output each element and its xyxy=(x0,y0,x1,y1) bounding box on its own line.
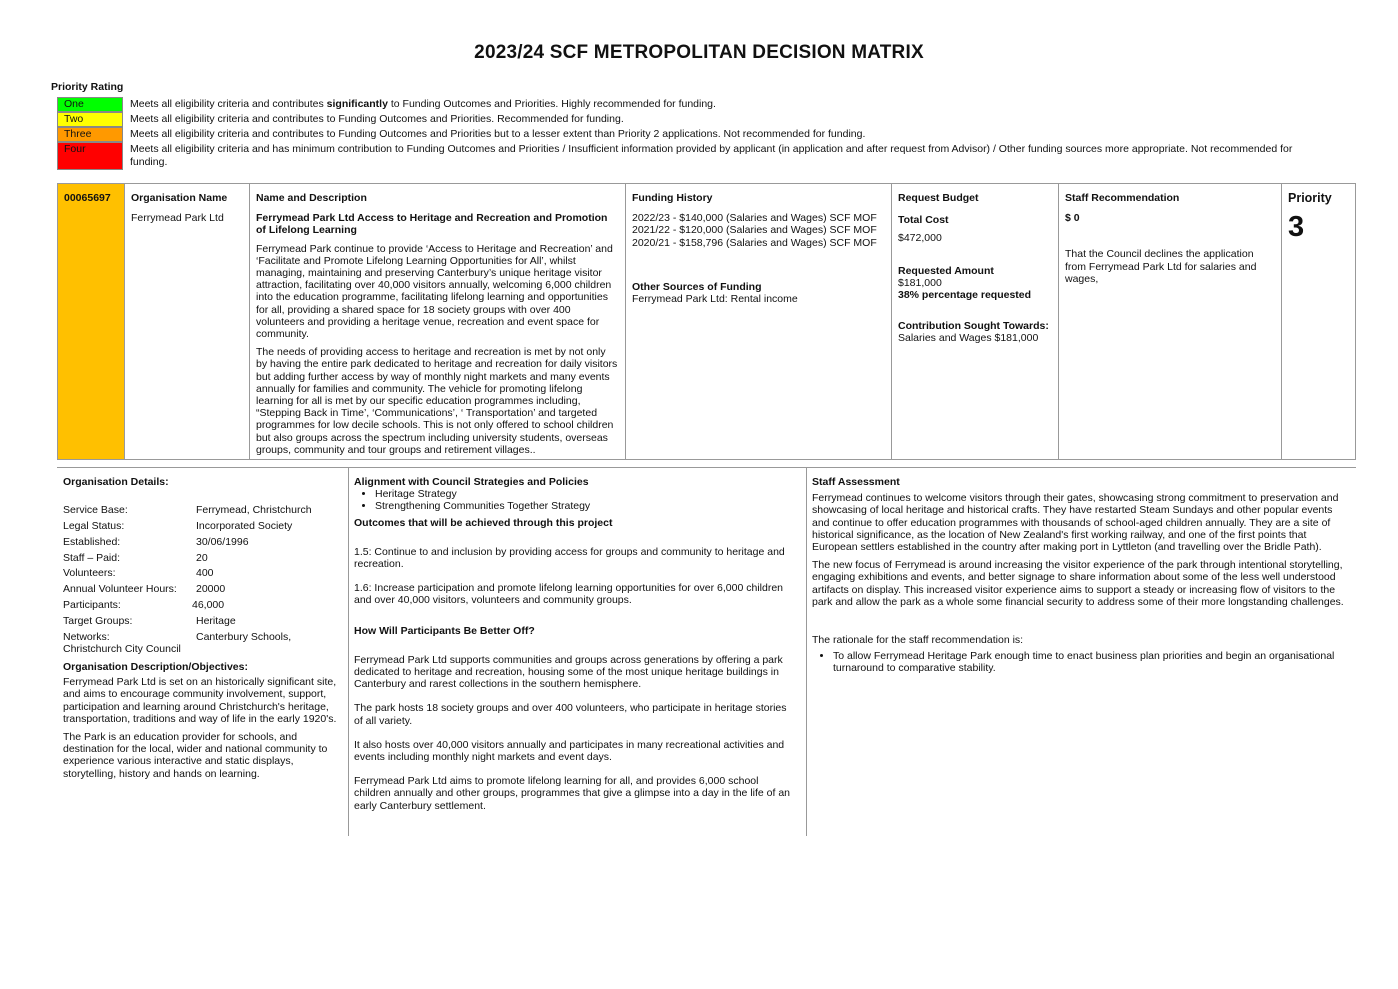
org-name-header: Organisation Name xyxy=(131,192,228,204)
recommendation-text: That the Council declines the application from Ferrymead Park Ltd for salaries and wages, xyxy=(1065,248,1257,285)
project-description-1: Ferrymead Park continue to provide ‘Access to Heritage and Recreation’ and ‘Facilitate and Promote Lifelong Learning Opportunities for All’, whilst managing, maintaining and preserving Canterbury’s unique heritage visitor attraction, facilitating over 40,000 visitors annually, welcoming 6,000 children into the education programme, facilitating lifelong learning and opportunities for all, providing a shared space for 18 society groups with over 400 volunteers and providing a heritage venue, recreation and event space for community. xyxy=(256,242,613,341)
name-description-header: Name and Description xyxy=(256,192,367,204)
org-detail-row xyxy=(63,599,343,611)
org-details-heading: Organisation Details: xyxy=(63,476,169,488)
recommended-amount: $ 0 xyxy=(1065,212,1080,225)
networks-continued: Christchurch City Council xyxy=(63,642,181,655)
org-detail-key: Legal Status: xyxy=(63,520,125,532)
org-detail-value: Ferrymead, Christchurch xyxy=(196,504,312,517)
org-detail-key: Service Base: xyxy=(63,504,128,517)
strategy-list xyxy=(354,488,798,512)
request-budget-header: Request Budget xyxy=(898,192,979,204)
priority-swatch-three: Three xyxy=(57,127,123,142)
priority-desc-one-bold: significantly xyxy=(326,98,388,110)
org-detail-row xyxy=(63,536,343,548)
priority-desc-one-post: to Funding Outcomes and Priorities. Highly recommended for funding. xyxy=(387,98,716,110)
org-detail-value: 400 xyxy=(196,567,214,580)
priority-swatch-two: Two xyxy=(57,112,123,127)
percentage-requested: 38% percentage requested xyxy=(898,289,1032,302)
rationale-intro: The rationale for the staff recommendation is: xyxy=(812,634,1024,647)
priority-swatch-one: One xyxy=(57,97,123,112)
org-name-cell xyxy=(125,184,250,459)
org-detail-key: Annual Volunteer Hours: xyxy=(63,583,177,596)
funding-history-item: 2021/22 - $120,000 (Salaries and Wages) SCF MOF xyxy=(632,224,877,237)
application-id-cell xyxy=(58,184,125,459)
priority-rating-heading: Priority Rating xyxy=(51,81,124,93)
better-off-item: The park hosts 18 society groups and over 400 volunteers, who participate in heritage stories of all variety. xyxy=(354,702,787,727)
contribution-label: Contribution Sought Towards: xyxy=(898,320,1049,333)
org-detail-row xyxy=(63,504,343,516)
outcome-item: 1.6: Increase participation and promote lifelong learning opportunities for over 6,000 children and over 40,000 visitors, volunteers and community groups. xyxy=(354,582,784,607)
staff-recommendation-cell xyxy=(1059,184,1282,459)
funding-history-item: 2020/21 - $158,796 (Salaries and Wages) SCF MOF xyxy=(632,236,877,249)
priority-value: 3 xyxy=(1288,211,1305,244)
application-id: 00065697 xyxy=(64,192,111,204)
total-cost-label: Total Cost xyxy=(898,214,949,227)
org-detail-key: Established: xyxy=(63,535,121,548)
better-off-item: Ferrymead Park Ltd supports communities and groups across generations by offering a park dedicated to heritage and recreation, housing some of the most unique heritage buildings in Canterbury and rarest collections in the southern hemisphere. xyxy=(354,653,783,691)
rationale-list xyxy=(812,650,1352,674)
better-off-item: It also hosts over 40,000 visitors annually and participates in many recreational activities and events including monthly night markets and event days. xyxy=(354,738,785,764)
priority-swatch-four: Four xyxy=(57,142,123,170)
total-cost: $472,000 xyxy=(898,232,942,245)
strategy-item: • Strengthening Communities Together Strategy xyxy=(375,500,798,512)
priority-desc-two: Meets all eligibility criteria and contributes to Funding Outcomes and Priorities. Recommended for funding. xyxy=(130,113,624,125)
alignment-section xyxy=(354,476,798,812)
outcomes-heading: Outcomes that will be achieved through this project xyxy=(354,516,613,529)
other-sources: Ferrymead Park Ltd: Rental income xyxy=(632,293,798,306)
org-detail-row xyxy=(63,631,343,643)
section-divider xyxy=(57,467,1356,468)
org-detail-value: 46,000 xyxy=(192,598,225,611)
assessment-paragraph-1: Ferrymead continues to welcome visitors through their gates, showcasing strong commitment to preservation and showcasing of local heritage and historical crafts. They have restarted Steam Sundays and other popular events and continue to offer education programmes with thousands of school-aged children annually. They are a site of historical significance, as the location of New Zealand's first working railway, and one of the first points that European settlers established in the country after making port in Lyttleton (and travelling over the Bridle Path). xyxy=(812,492,1339,554)
org-description-heading: Organisation Description/Objectives: xyxy=(63,660,248,673)
alignment-heading: Alignment with Council Strategies and Policies xyxy=(354,476,589,488)
project-description-2: The needs of providing access to heritage and recreation is met by not only by having the entire park dedicated to heritage and recreation for daily visitors but adding further access by way of monthly night markets and many events annually for families and community. The vehicle for promoting lifelong learning for all is met by our specific education programmes including, “Stepping Back in Time’, ‘Communications’, ‘ Transportation’ and targeted programmes for low decile schools. This is not only offered to school children but also groups across the spectrum including university students, overseas groups, community and tour groups and retirement villages.. xyxy=(256,346,618,456)
org-detail-row xyxy=(63,520,343,532)
other-sources-header: Other Sources of Funding xyxy=(632,280,762,293)
assessment-paragraph-2: The new focus of Ferrymead is around increasing the visitor experience of the park through intentional storytelling, engaging exhibitions and events, and better signage to share information about some of the less well understood artifacts on display. This increased visitor experience aims to support a steady or increasing flow of visitors to the park and allow the park as a whole some financial security to address some of their more longstanding challenges. xyxy=(812,559,1344,608)
column-divider xyxy=(806,468,807,836)
org-detail-value: 20 xyxy=(196,551,208,564)
org-detail-row xyxy=(63,567,343,579)
org-description-1: Ferrymead Park Ltd is set on an historically significant site, and aims to encourage community involvement, support, participation and learning around Christchurch's heritage, transportation, traditions and way of life in the early 1920's. xyxy=(63,676,337,725)
org-detail-key: Staff – Paid: xyxy=(63,551,121,564)
request-budget-cell xyxy=(892,184,1059,459)
strategy-item: • Heritage Strategy xyxy=(375,488,798,500)
org-detail-value: Heritage xyxy=(196,614,236,627)
better-off-heading: How Will Participants Be Better Off? xyxy=(354,624,535,637)
priority-header: Priority xyxy=(1288,191,1332,205)
org-detail-value: 20000 xyxy=(196,583,226,596)
priority-desc-three: Meets all eligibility criteria and contributes to Funding Outcomes and Priorities but to a lesser extent than Priority 2 applications. Not recommended for funding. xyxy=(130,128,866,140)
org-detail-row xyxy=(63,583,343,595)
org-detail-key: Networks: xyxy=(63,630,110,643)
org-detail-row xyxy=(63,615,343,627)
page-title: 2023/24 SCF METROPOLITAN DECISION MATRIX xyxy=(474,42,924,63)
org-name: Ferrymead Park Ltd xyxy=(131,212,224,225)
project-title: Ferrymead Park Ltd Access to Heritage and Recreation and Promotion of Lifelong Learning xyxy=(256,212,608,237)
org-detail-value: Incorporated Society xyxy=(196,520,293,532)
outcome-item: 1.5: Continue to and inclusion by providing access for groups and community to heritage and recreation. xyxy=(354,545,785,571)
name-description-cell xyxy=(250,184,626,459)
org-detail-key: Volunteers: xyxy=(63,567,116,580)
rationale-item: • To allow Ferrymead Heritage Park enough time to enact business plan priorities and begin an organisational turnaround to comparative stability. xyxy=(833,650,1352,674)
staff-assessment-heading: Staff Assessment xyxy=(812,476,900,488)
org-details-section xyxy=(63,476,343,786)
priority-desc-one xyxy=(130,98,1320,111)
better-off-item: Ferrymead Park Ltd aims to promote lifelong learning for all, and provides 6,000 school children annually and other groups, programmes that give a glimpse into a day in the life of an early Canterbury settlement. xyxy=(354,775,791,812)
application-table xyxy=(57,183,1356,460)
org-detail-value: 30/06/1996 xyxy=(196,535,249,548)
contribution: Salaries and Wages $181,000 xyxy=(898,332,1039,345)
funding-history-item: 2022/23 - $140,000 (Salaries and Wages) SCF MOF xyxy=(632,212,877,225)
requested-amount-label: Requested Amount xyxy=(898,264,994,277)
org-detail-key: Participants: xyxy=(63,598,121,611)
org-description-2: The Park is an education provider for schools, and destination for the local, wider and national community to experience various interactive and static displays, storytelling, history and hands on learning. xyxy=(63,731,328,780)
org-detail-row xyxy=(63,552,343,564)
column-divider xyxy=(348,468,349,836)
requested-amount: $181,000 xyxy=(898,276,942,289)
staff-assessment-section xyxy=(812,476,1352,675)
funding-history-cell xyxy=(626,184,892,459)
org-detail-key: Target Groups: xyxy=(63,614,133,627)
org-detail-value: Canterbury Schools, xyxy=(196,630,292,643)
priority-desc-four: Meets all eligibility criteria and has minimum contribution to Funding Outcomes and Priorities / Insufficient information provided by applicant (in application and after request from Advisor) / Other funding sources more appropriate. Not recommended for funding. xyxy=(130,143,1293,168)
priority-cell xyxy=(1282,184,1355,459)
priority-desc-one-pre: Meets all eligibility criteria and contributes xyxy=(130,98,327,110)
staff-recommendation-header: Staff Recommendation xyxy=(1065,192,1180,204)
funding-history-header: Funding History xyxy=(632,192,713,204)
